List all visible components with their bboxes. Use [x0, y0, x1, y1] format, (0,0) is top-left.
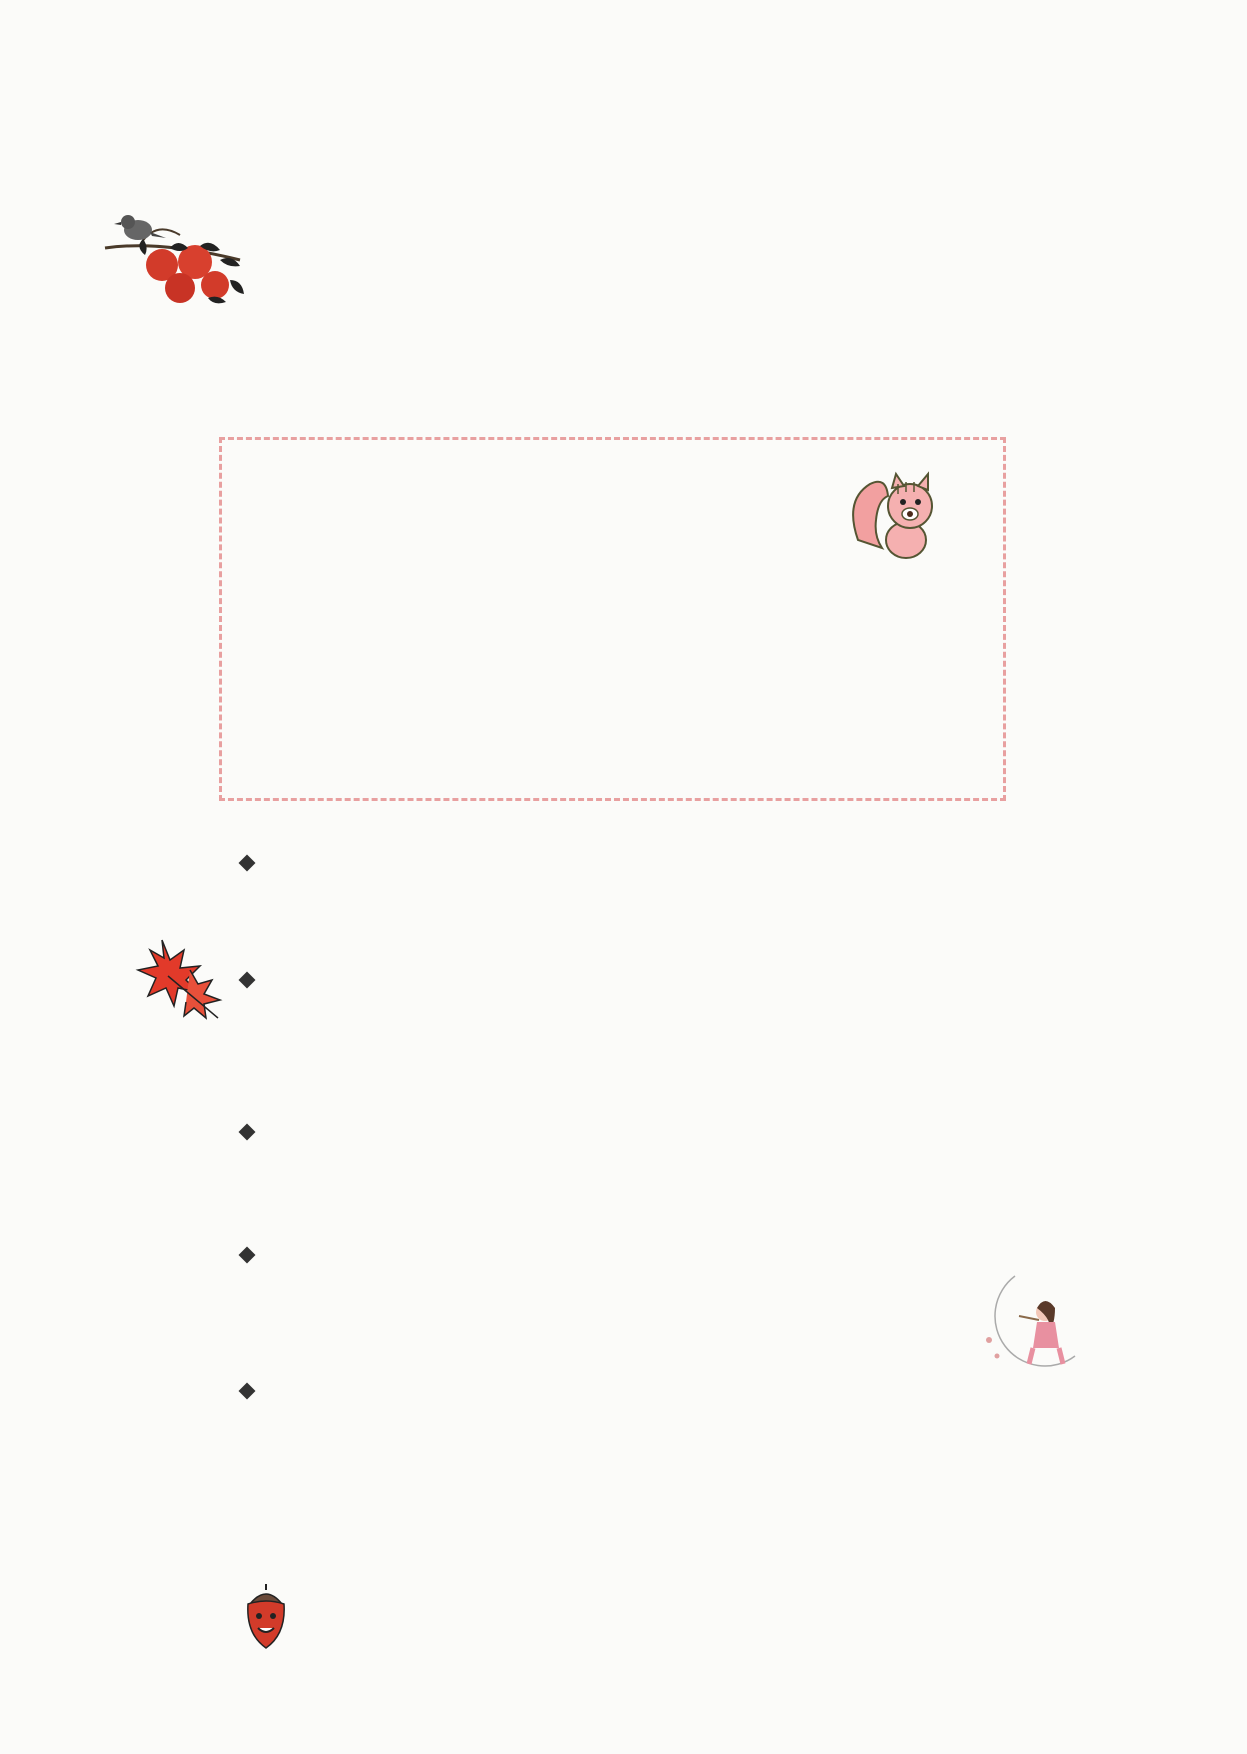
diamond-bullet-icon [239, 1124, 256, 1141]
event-title [241, 1244, 263, 1268]
event-title [241, 1379, 263, 1403]
diamond-bullet-icon [239, 1382, 256, 1399]
bird-persimmon-illustration [100, 200, 250, 310]
maple-leaf-illustration [132, 930, 232, 1020]
moon-girl-illustration [975, 1270, 1085, 1380]
squirrel-illustration [848, 470, 944, 562]
event-title [241, 969, 263, 993]
event-title [241, 852, 263, 876]
diamond-bullet-icon [239, 1247, 256, 1264]
diamond-bullet-icon [239, 972, 256, 989]
acorn-illustration [244, 1584, 288, 1650]
diamond-bullet-icon [239, 855, 256, 872]
event-title [241, 1121, 263, 1145]
